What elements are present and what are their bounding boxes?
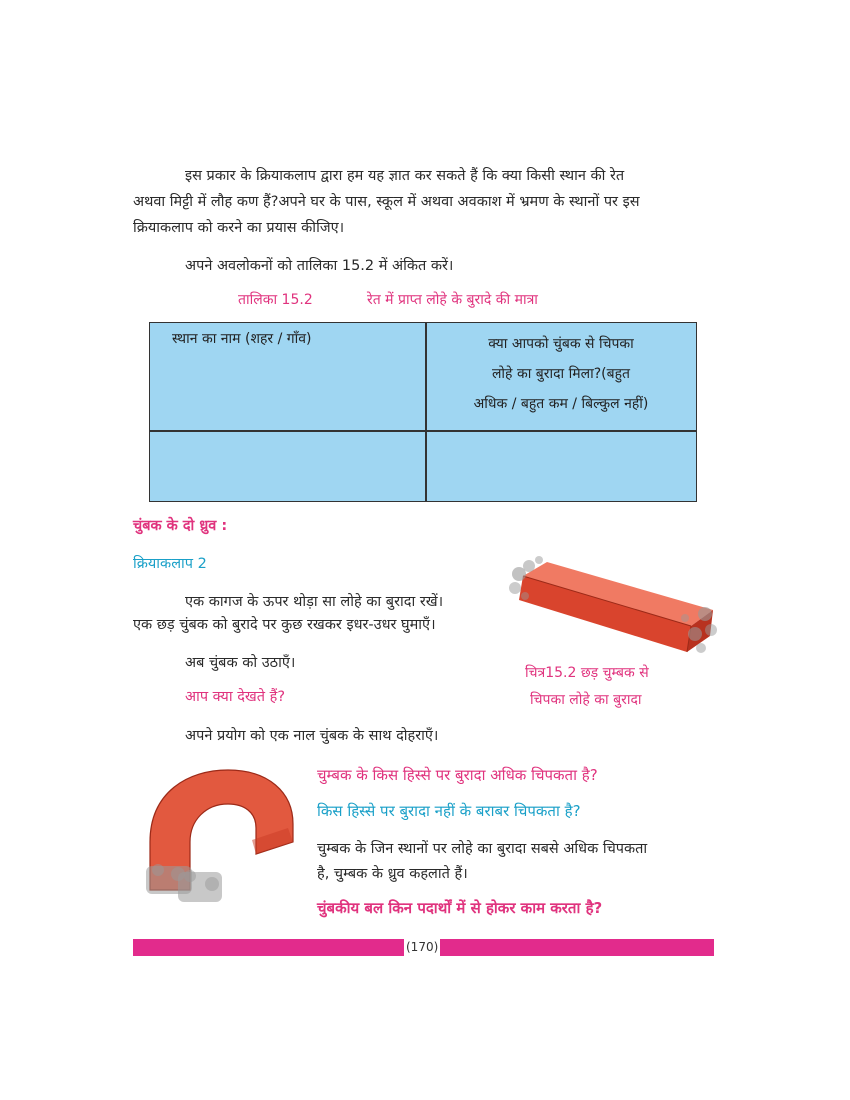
activity-question: आप क्या देखते हैं?	[185, 689, 286, 705]
question-3: चुंबकीय बल किन पदार्थों में से होकर काम करता है?	[317, 899, 603, 917]
statement-line-2: है, चुम्बक के ध्रुव कहलाते हैं।	[317, 866, 468, 882]
table-header-question-line-3: अधिक / बहुत कम / बिल्कुल नहीं)	[473, 396, 649, 412]
figure-caption-line-1: चित्र15.2 छड़ चुम्बक से	[525, 665, 649, 681]
table-caption-title: रेत में प्राप्त लोहे के बुरादे की मात्रा	[367, 292, 538, 308]
horseshoe-magnet-illustration	[128, 762, 303, 912]
activity-line-3: अब चुंबक को उठाएँ।	[185, 655, 296, 671]
intro-line-1: इस प्रकार के क्रियाकलाप द्वारा हम यह ज्ञात कर सकते हैं कि क्या किसी स्थान की रेत	[185, 168, 625, 184]
table-header-place: स्थान का नाम (शहर / गाँव)	[172, 331, 312, 347]
observation-table	[149, 322, 697, 502]
table-divider-horizontal	[150, 430, 696, 432]
figure-caption-line-2: चिपका लोहे का बुरादा	[530, 692, 642, 708]
question-2: किस हिस्से पर बुरादा नहीं के बराबर चिपकता है?	[317, 802, 581, 820]
activity-heading: क्रियाकलाप 2	[133, 556, 207, 572]
footer-bar-left	[133, 939, 404, 956]
table-header-question-line-2: लोहे का बुरादा मिला?(बहुत	[491, 366, 631, 382]
activity-repeat: अपने प्रयोग को एक नाल चुंबक के साथ दोहराएँ।	[185, 728, 439, 744]
instruction-text: अपने अवलोकनों को तालिका 15.2 में अंकित करें।	[185, 258, 454, 274]
intro-line-2: अथवा मिट्टी में लौह कण हैं?अपने घर के पास, स्कूल में अथवा अवकाश में भ्रमण के स्थानों पर इस	[133, 194, 640, 210]
table-header-question-line-1: क्या आपको चुंबक से चिपका	[488, 336, 634, 352]
intro-line-3: क्रियाकलाप को करने का प्रयास कीजिए।	[133, 220, 345, 236]
activity-line-2: एक छड़ चुंबक को बुरादे पर कुछ रखकर इधर-उधर घुमाएँ।	[133, 617, 436, 633]
bar-magnet-illustration	[505, 548, 720, 658]
question-1: चुम्बक के किस हिस्से पर बुरादा अधिक चिपकता है?	[317, 766, 598, 784]
activity-line-1: एक कागज के ऊपर थोड़ा सा लोहे का बुरादा रखें।	[185, 594, 444, 610]
footer-bar-right	[440, 939, 714, 956]
table-header-question	[425, 329, 697, 419]
table-caption-number: तालिका 15.2	[238, 292, 313, 308]
section-heading: चुंबक के दो ध्रुव :	[133, 518, 228, 534]
page-number: (170)	[406, 940, 439, 954]
statement-line-1: चुम्बक के जिन स्थानों पर लोहे का बुरादा सबसे अधिक चिपकता	[317, 841, 648, 857]
